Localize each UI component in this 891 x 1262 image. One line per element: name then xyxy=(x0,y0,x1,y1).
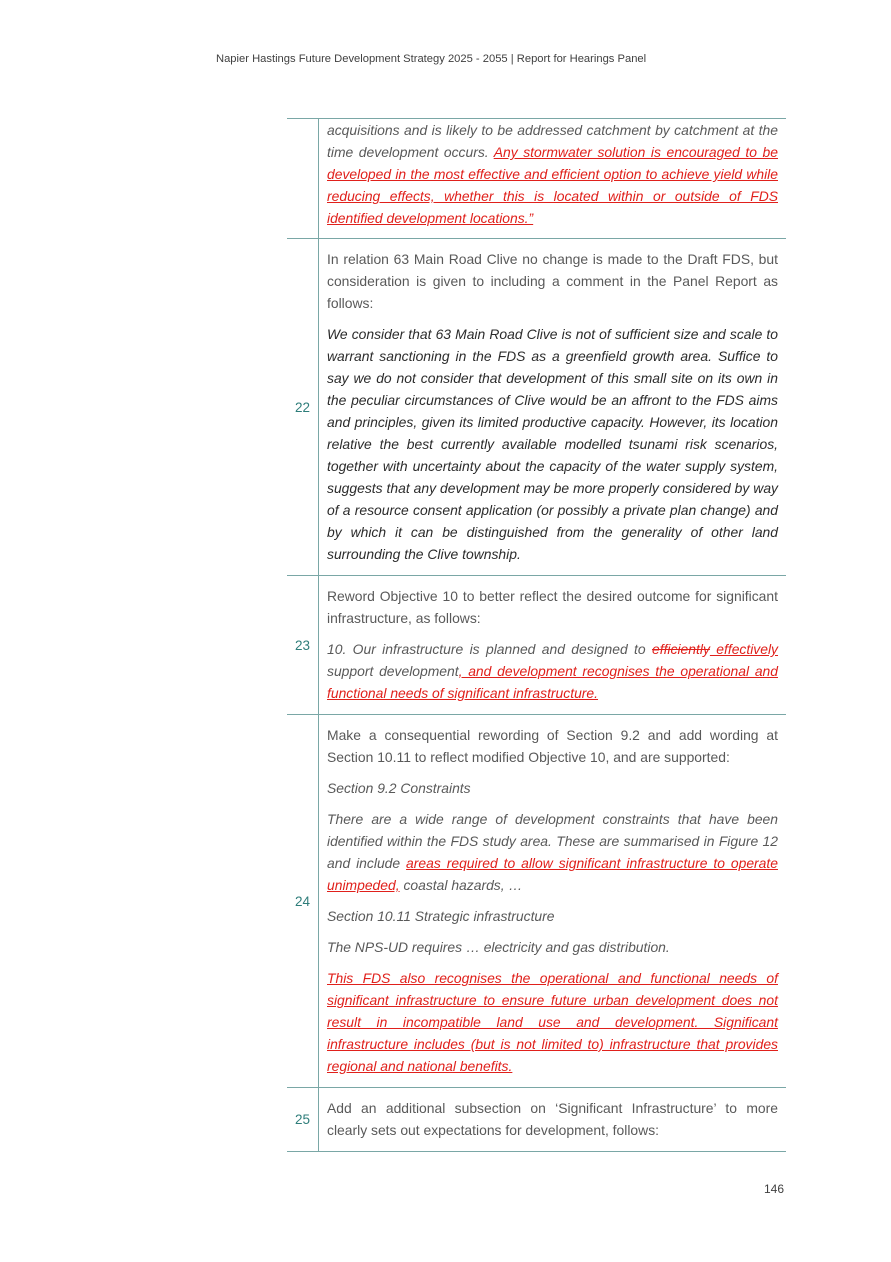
paragraph xyxy=(327,638,778,704)
row-number xyxy=(287,119,319,238)
paragraph: Add an additional subsection on ‘Significant Infrastructure’ to more clearly sets out expectations for development, follows: xyxy=(327,1100,778,1138)
row-content xyxy=(319,1088,786,1151)
row-content xyxy=(319,119,786,238)
paragraph xyxy=(327,119,778,229)
page-header: Napier Hastings Future Development Strategy 2025 - 2055 | Report for Hearings Panel xyxy=(216,53,647,65)
deleted-text: efficiently xyxy=(651,641,710,657)
text-span: There are a wide range of development constraints that have been identified within the FDS study area. These are summarised in Figure 12 and include xyxy=(327,811,778,871)
inserted-text: areas required to allow significant infrastructure to operate unimpeded, xyxy=(327,855,778,893)
table-row xyxy=(287,239,786,576)
row-number: 22 xyxy=(287,239,319,575)
paragraph: The NPS-UD requires … electricity and gas distribution. xyxy=(327,939,670,955)
quoted-paragraph: We consider that 63 Main Road Clive is not of sufficient size and scale to warrant sanctioning in the FDS as a greenfield growth area. Suffice to say we do not consider that development of this small site on its own in the peculiar circumstances of Clive would be an affront to the FDS aims and principles, given its limited productive capacity. However, its location relative the best currently available modelled tsunami risk scenarios, together with uncertainty about the capacity of the water supply system, suggests that any development may be more properly considered by way of a resource consent application (or possibly a private plan change) and by which it can be distinguished from the generality of other land surrounding the Clive township. xyxy=(327,326,778,562)
paragraph: In relation 63 Main Road Clive no change is made to the Draft FDS, but consideration is given to including a comment in the Panel Report as follows: xyxy=(327,251,778,311)
table-row xyxy=(287,1088,786,1152)
inserted-paragraph: This FDS also recognises the operational and functional needs of significant infrastructure to ensure future urban development does not result in incompatible land use and development. Significant infrastructure includes (but is not limited to) infrastructure that provides regional and national benefits. xyxy=(327,970,778,1074)
paragraph: Make a consequential rewording of Section 9.2 and add wording at Section 10.11 to reflect modified Objective 10, and are supported: xyxy=(327,727,778,765)
paragraph xyxy=(327,808,778,896)
inserted-text: Any stormwater solution is encouraged to be developed in the most effective and efficient option to achieve yield while reducing effects, whether this is located within or outside of FDS identified development locations.” xyxy=(327,144,778,226)
row-content xyxy=(319,576,786,714)
row-number: 25 xyxy=(287,1088,319,1151)
table-row xyxy=(287,715,786,1088)
row-number: 24 xyxy=(287,715,319,1087)
row-number: 23 xyxy=(287,576,319,714)
page-number: 146 xyxy=(764,1182,785,1196)
text-span: acquisitions and is likely to be addressed catchment by catchment at the time development occurs. xyxy=(327,122,778,160)
text-span: support development xyxy=(327,663,459,679)
section-heading: Section 10.11 Strategic infrastructure xyxy=(327,908,555,924)
table-row xyxy=(287,118,786,239)
paragraph: Reword Objective 10 to better reflect the desired outcome for significant infrastructure, as follows: xyxy=(327,588,778,626)
recommendations-table xyxy=(287,118,786,1152)
inserted-text: effectively xyxy=(709,641,779,657)
row-content xyxy=(319,715,786,1087)
inserted-text: , and development recognises the operational and functional needs of significant infrastructure. xyxy=(327,663,778,701)
table-row xyxy=(287,576,786,715)
section-heading: Section 9.2 Constraints xyxy=(327,780,471,796)
text-span: 10. Our infrastructure is planned and designed to xyxy=(327,641,652,657)
text-span: coastal hazards, … xyxy=(399,877,523,893)
row-content xyxy=(319,239,786,575)
